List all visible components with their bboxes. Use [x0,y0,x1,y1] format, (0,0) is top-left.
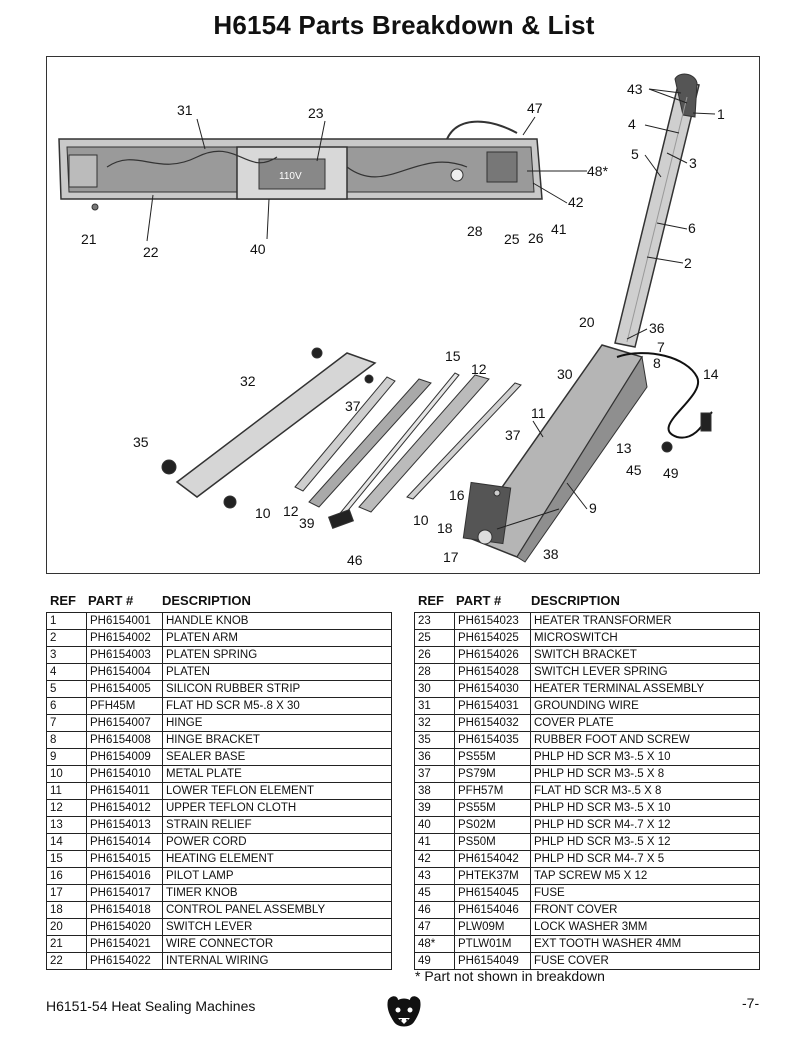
callout-12b: 12 [283,503,299,519]
table-row [47,766,392,783]
table-row [47,800,392,817]
ref-cell: 45 [415,885,455,902]
part-number-cell: PH6154028 [455,664,531,681]
ref-cell: 16 [47,868,87,885]
table-row [47,647,392,664]
left-header-desc: DESCRIPTION [162,593,251,608]
ref-cell: 40 [415,817,455,834]
part-number-cell: PH6154007 [87,715,163,732]
part-number-cell: PH6154030 [455,681,531,698]
part-number-cell: PH6154017 [87,885,163,902]
table-row [47,613,392,630]
callout-39: 39 [299,515,315,531]
ref-cell: 42 [415,851,455,868]
part-number-cell: PH6154035 [455,732,531,749]
table-row [47,953,392,970]
part-number-cell: PH6154022 [87,953,163,970]
ref-cell: 20 [47,919,87,936]
part-number-cell: PH6154008 [87,732,163,749]
part-number-cell: PH6154014 [87,834,163,851]
table-row [415,681,760,698]
description-cell: GROUNDING WIRE [531,698,760,715]
part-number-cell: PFH57M [455,783,531,800]
description-cell: HINGE BRACKET [163,732,392,749]
description-cell: INTERNAL WIRING [163,953,392,970]
part-number-cell: PH6154003 [87,647,163,664]
ref-cell: 11 [47,783,87,800]
ref-cell: 30 [415,681,455,698]
description-cell: SEALER BASE [163,749,392,766]
part-number-cell: PH6154016 [87,868,163,885]
callout-2: 2 [684,255,692,271]
description-cell: FLAT HD SCR M3-.5 X 8 [531,783,760,800]
callout-11: 11 [531,405,546,421]
callout-12: 12 [471,361,487,377]
callout-37: 37 [345,398,361,414]
description-cell: PLATEN [163,664,392,681]
ref-cell: 28 [415,664,455,681]
table-row [415,647,760,664]
ref-cell: 36 [415,749,455,766]
ref-cell: 2 [47,630,87,647]
callout-8: 8 [653,355,661,371]
callout-42: 42 [568,194,584,210]
footer-title: H6151-54 Heat Sealing Machines [46,998,256,1014]
part-number-cell: PH6154015 [87,851,163,868]
callout-7: 7 [657,339,665,355]
table-row [415,919,760,936]
ref-cell: 7 [47,715,87,732]
table-row [47,630,392,647]
ref-cell: 21 [47,936,87,953]
description-cell: FLAT HD SCR M5-.8 X 30 [163,698,392,715]
table-row [415,698,760,715]
table-row [47,851,392,868]
description-cell: HEATER TRANSFORMER [531,613,760,630]
callout-22: 22 [143,244,159,260]
description-cell: PHLP HD SCR M3-.5 X 10 [531,749,760,766]
description-cell: HEATER TERMINAL ASSEMBLY [531,681,760,698]
callout-23: 23 [308,105,324,121]
description-cell: PHLP HD SCR M3-.5 X 10 [531,800,760,817]
part-number-cell: PH6154002 [87,630,163,647]
table-row [47,902,392,919]
callout-16: 16 [449,487,465,503]
description-cell: HEATING ELEMENT [163,851,392,868]
table-row [415,868,760,885]
callout-13: 13 [616,440,632,456]
ref-cell: 17 [47,885,87,902]
table-row [415,749,760,766]
description-cell: TIMER KNOB [163,885,392,902]
part-number-cell: PH6154042 [455,851,531,868]
part-number-cell: PS55M [455,749,531,766]
callout-14: 14 [703,366,719,382]
callout-9: 9 [589,500,597,516]
left-header-part: PART # [88,593,134,608]
description-cell: COVER PLATE [531,715,760,732]
page-number: -7- [742,995,760,1011]
table-row [415,664,760,681]
ref-cell: 3 [47,647,87,664]
callout-47: 47 [527,100,543,116]
description-cell: TAP SCREW M5 X 12 [531,868,760,885]
callout-49: 49 [663,465,679,481]
bear-logo [384,992,424,1037]
description-cell: SWITCH LEVER [163,919,392,936]
parts-table-left [46,612,392,970]
description-cell: MICROSWITCH [531,630,760,647]
table-row [47,936,392,953]
table-row [415,766,760,783]
callout-5: 5 [631,146,639,162]
description-cell: LOCK WASHER 3MM [531,919,760,936]
part-number-cell: PH6154032 [455,715,531,732]
right-header-ref: REF [418,593,444,608]
ref-cell: 13 [47,817,87,834]
table-row [415,783,760,800]
callout-38: 38 [543,546,559,562]
part-number-cell: PH6154049 [455,953,531,970]
part-number-cell: PS55M [455,800,531,817]
ref-cell: 1 [47,613,87,630]
part-number-cell: PTLW01M [455,936,531,953]
callout-45: 45 [626,462,642,478]
ref-cell: 31 [415,698,455,715]
table-row [415,613,760,630]
ref-cell: 23 [415,613,455,630]
ref-cell: 39 [415,800,455,817]
description-cell: PLATEN ARM [163,630,392,647]
table-row [415,630,760,647]
table-row [47,749,392,766]
table-row [415,817,760,834]
ref-cell: 35 [415,732,455,749]
callout-10: 10 [255,505,271,521]
base-tray-illustration [59,122,542,210]
part-number-cell: PH6154004 [87,664,163,681]
ref-cell: 14 [47,834,87,851]
footnote: * Part not shown in breakdown [415,968,605,984]
description-cell: FUSE [531,885,760,902]
ref-cell: 26 [415,647,455,664]
part-number-cell: PH6154013 [87,817,163,834]
table-row [47,664,392,681]
ref-cell: 12 [47,800,87,817]
part-number-cell: PH6154005 [87,681,163,698]
table-row [415,953,760,970]
table-row [47,919,392,936]
description-cell: LOWER TEFLON ELEMENT [163,783,392,800]
table-row [415,936,760,953]
table-row [415,732,760,749]
callout-31: 31 [177,102,193,118]
ref-cell: 4 [47,664,87,681]
table-row [415,715,760,732]
description-cell: PHLP HD SCR M3-.5 X 12 [531,834,760,851]
part-number-cell: PH6154010 [87,766,163,783]
part-number-cell: PH6154021 [87,936,163,953]
callout-36: 36 [649,320,665,336]
table-row [415,834,760,851]
ref-cell: 5 [47,681,87,698]
ref-cell: 6 [47,698,87,715]
description-cell: EXT TOOTH WASHER 4MM [531,936,760,953]
parts-diagram [46,56,760,574]
callout-17: 17 [443,549,459,565]
parts-table-left-body [47,613,392,970]
description-cell: STRAIN RELIEF [163,817,392,834]
callout-35: 35 [133,434,149,450]
description-cell: PILOT LAMP [163,868,392,885]
callout-30: 30 [557,366,573,382]
ref-cell: 48* [415,936,455,953]
part-number-cell: PHTEK37M [455,868,531,885]
table-row [415,885,760,902]
callout-21: 21 [81,231,97,247]
part-number-cell: PH6154009 [87,749,163,766]
part-number-cell: PH6154031 [455,698,531,715]
description-cell: SWITCH LEVER SPRING [531,664,760,681]
callout-28: 28 [467,223,483,239]
callout-3: 3 [689,155,697,171]
part-number-cell: PH6154001 [87,613,163,630]
part-number-cell: PH6154018 [87,902,163,919]
part-number-cell: PS50M [455,834,531,851]
callout-10b: 10 [413,512,429,528]
description-cell: WIRE CONNECTOR [163,936,392,953]
callout-6: 6 [688,220,696,236]
part-number-cell: PH6154011 [87,783,163,800]
parts-table-right [414,612,760,970]
table-row [415,800,760,817]
description-cell: POWER CORD [163,834,392,851]
parts-table-right-body [415,613,760,970]
description-cell: METAL PLATE [163,766,392,783]
description-cell: PHLP HD SCR M4-.7 X 5 [531,851,760,868]
callout-32: 32 [240,373,256,389]
callout-15: 15 [445,348,461,364]
table-row [47,698,392,715]
transformer-label: 110V [279,171,302,182]
description-cell: PHLP HD SCR M4-.7 X 12 [531,817,760,834]
description-cell: RUBBER FOOT AND SCREW [531,732,760,749]
description-cell: SWITCH BRACKET [531,647,760,664]
ref-cell: 15 [47,851,87,868]
table-row [47,868,392,885]
part-number-cell: PH6154025 [455,630,531,647]
part-number-cell: PH6154045 [455,885,531,902]
table-row [47,885,392,902]
callout-25: 25 [504,231,520,247]
ref-cell: 32 [415,715,455,732]
left-header-ref: REF [50,593,76,608]
ref-cell: 8 [47,732,87,749]
description-cell: PLATEN SPRING [163,647,392,664]
table-row [47,834,392,851]
callout-40: 40 [250,241,266,257]
description-cell: CONTROL PANEL ASSEMBLY [163,902,392,919]
description-cell: PHLP HD SCR M3-.5 X 8 [531,766,760,783]
platen-arm-illustration [615,74,699,347]
ref-cell: 37 [415,766,455,783]
description-cell: SILICON RUBBER STRIP [163,681,392,698]
callout-18: 18 [437,520,453,536]
right-header-part: PART # [456,593,502,608]
description-cell: FUSE COVER [531,953,760,970]
page-title: H6154 Parts Breakdown & List [213,10,595,40]
ref-cell: 22 [47,953,87,970]
ref-cell: 41 [415,834,455,851]
ref-cell: 25 [415,630,455,647]
table-row [415,902,760,919]
part-number-cell: PLW09M [455,919,531,936]
table-row [47,732,392,749]
table-row [47,681,392,698]
ref-cell: 43 [415,868,455,885]
ref-cell: 38 [415,783,455,800]
callout-46: 46 [347,552,363,568]
callout-20: 20 [579,314,595,330]
part-number-cell: PFH45M [87,698,163,715]
part-number-cell: PH6154012 [87,800,163,817]
parts-diagram-drawing [47,57,759,573]
part-number-cell: PH6154023 [455,613,531,630]
ref-cell: 49 [415,953,455,970]
callout-43: 43 [627,81,643,97]
callout-41: 41 [551,221,567,237]
table-row [47,715,392,732]
callout-26: 26 [528,230,544,246]
callout-37b: 37 [505,427,521,443]
callout-1: 1 [717,106,725,122]
part-number-cell: PH6154020 [87,919,163,936]
ref-cell: 46 [415,902,455,919]
table-row [415,851,760,868]
sealer-base-illustration [463,345,712,562]
ref-cell: 10 [47,766,87,783]
callout-4: 4 [628,116,636,132]
part-number-cell: PS79M [455,766,531,783]
right-header-desc: DESCRIPTION [531,593,620,608]
table-row [47,783,392,800]
part-number-cell: PH6154046 [455,902,531,919]
description-cell: FRONT COVER [531,902,760,919]
description-cell: HINGE [163,715,392,732]
table-row [47,817,392,834]
ref-cell: 9 [47,749,87,766]
part-number-cell: PS02M [455,817,531,834]
ref-cell: 47 [415,919,455,936]
description-cell: HANDLE KNOB [163,613,392,630]
description-cell: UPPER TEFLON CLOTH [163,800,392,817]
part-number-cell: PH6154026 [455,647,531,664]
callout-48: 48* [587,163,609,179]
ref-cell: 18 [47,902,87,919]
